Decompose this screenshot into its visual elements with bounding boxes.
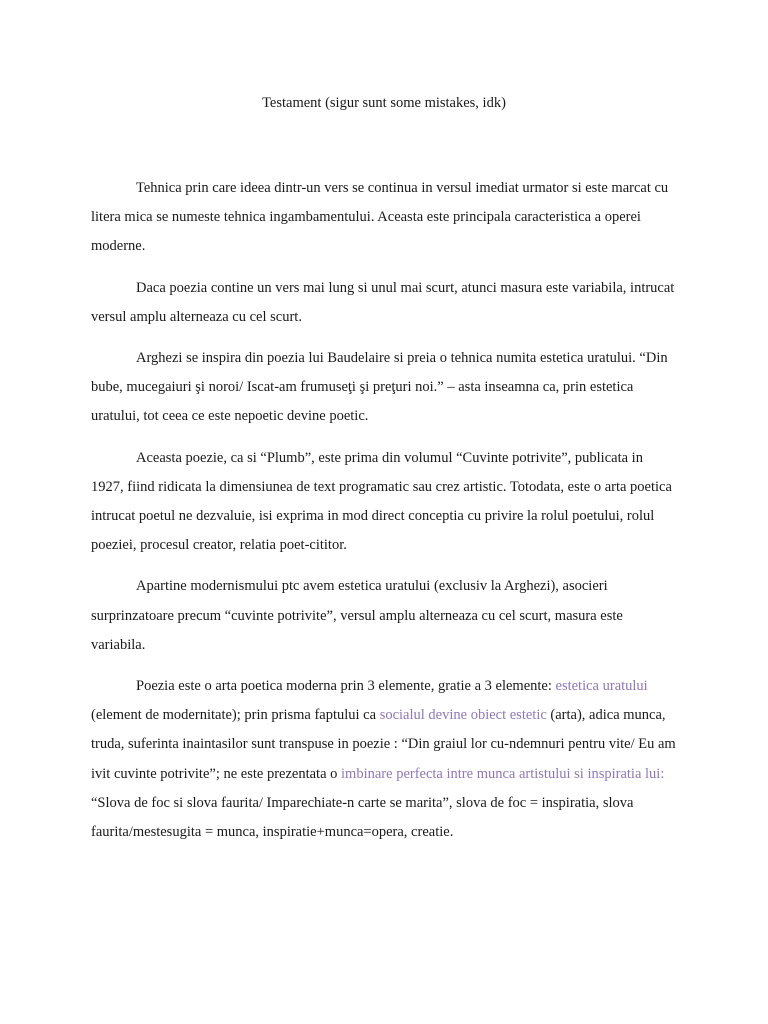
document-title: Testament (sigur sunt some mistakes, idk) [262,95,506,111]
highlight-socialul: socialul devine obiect estetic [379,707,547,724]
paragraph-6 [91,672,676,847]
paragraph-5: Apartine modernismului ptc avem estetica uratului (exclusiv la Arghezi), asocieri surprinzatoare precum “cuvinte potrivite”, versul amplu alterneaza cu cel scurt, masura este variabila. [91,578,623,653]
highlight-estetica-uratului: estetica uratului [555,678,648,695]
document-body [91,174,676,859]
paragraph-6-text-2: (element de modernitate); prin prisma faptului ca [91,707,380,724]
paragraph-2: Daca poezia contine un vers mai lung si unul mai scurt, atunci masura este variabila, intrucat versul amplu alterneaza cu cel scurt. [91,279,675,325]
paragraph-6-text-3: (arta), adica munca, truda, suferinta inaintasilor sunt transpuse in poezie : “Din graiul lor cu-ndemnuri pentru vite/ Eu am ivit cuvinte potrivite”; ne este prezentata o [91,707,676,782]
highlight-imbinare: imbinare perfecta intre munca artistului si inspiratia lui: [341,765,665,782]
paragraph-1: Tehnica prin care ideea dintr-un vers se continua in versul imediat urmator si este marcat cu litera mica se numeste tehnica ingambamentului. Aceasta este principala caracteristica a operei moderne. [91,180,669,255]
paragraph-3: Arghezi se inspira din poezia lui Baudelaire si preia o tehnica numita estetica uratului. “Din bube, mucegaiuri şi noroi/ Iscat-am frumuseţi şi preţuri noi.” – asta inseamna ca, prin estetica uratului, tot ceea ce este nepoetic devine poetic. [91,350,668,425]
paragraph-6-text-1: Poezia este o arta poetica moderna prin 3 elemente, gratie a 3 elemente: [136,678,556,695]
paragraph-6-text-4: “Slova de foc si slova faurita/ Imparechiate-n carte se marita”, slova de foc = inspiratia, slova faurita/mestesugita = munca, inspiratie+munca=opera, creatie. [91,794,634,841]
paragraph-4: Aceasta poezie, ca si “Plumb”, este prima din volumul “Cuvinte potrivite”, publicata in 1927, fiind ridicata la dimensiunea de text programatic sau crez artistic. Totodata, este o arta poetica intrucat poetul ne dezvaluie, isi exprima in mod direct conceptia cu privire la rolul poetului, rolul poeziei, procesul creator, relatia poet-cititor. [91,449,672,554]
